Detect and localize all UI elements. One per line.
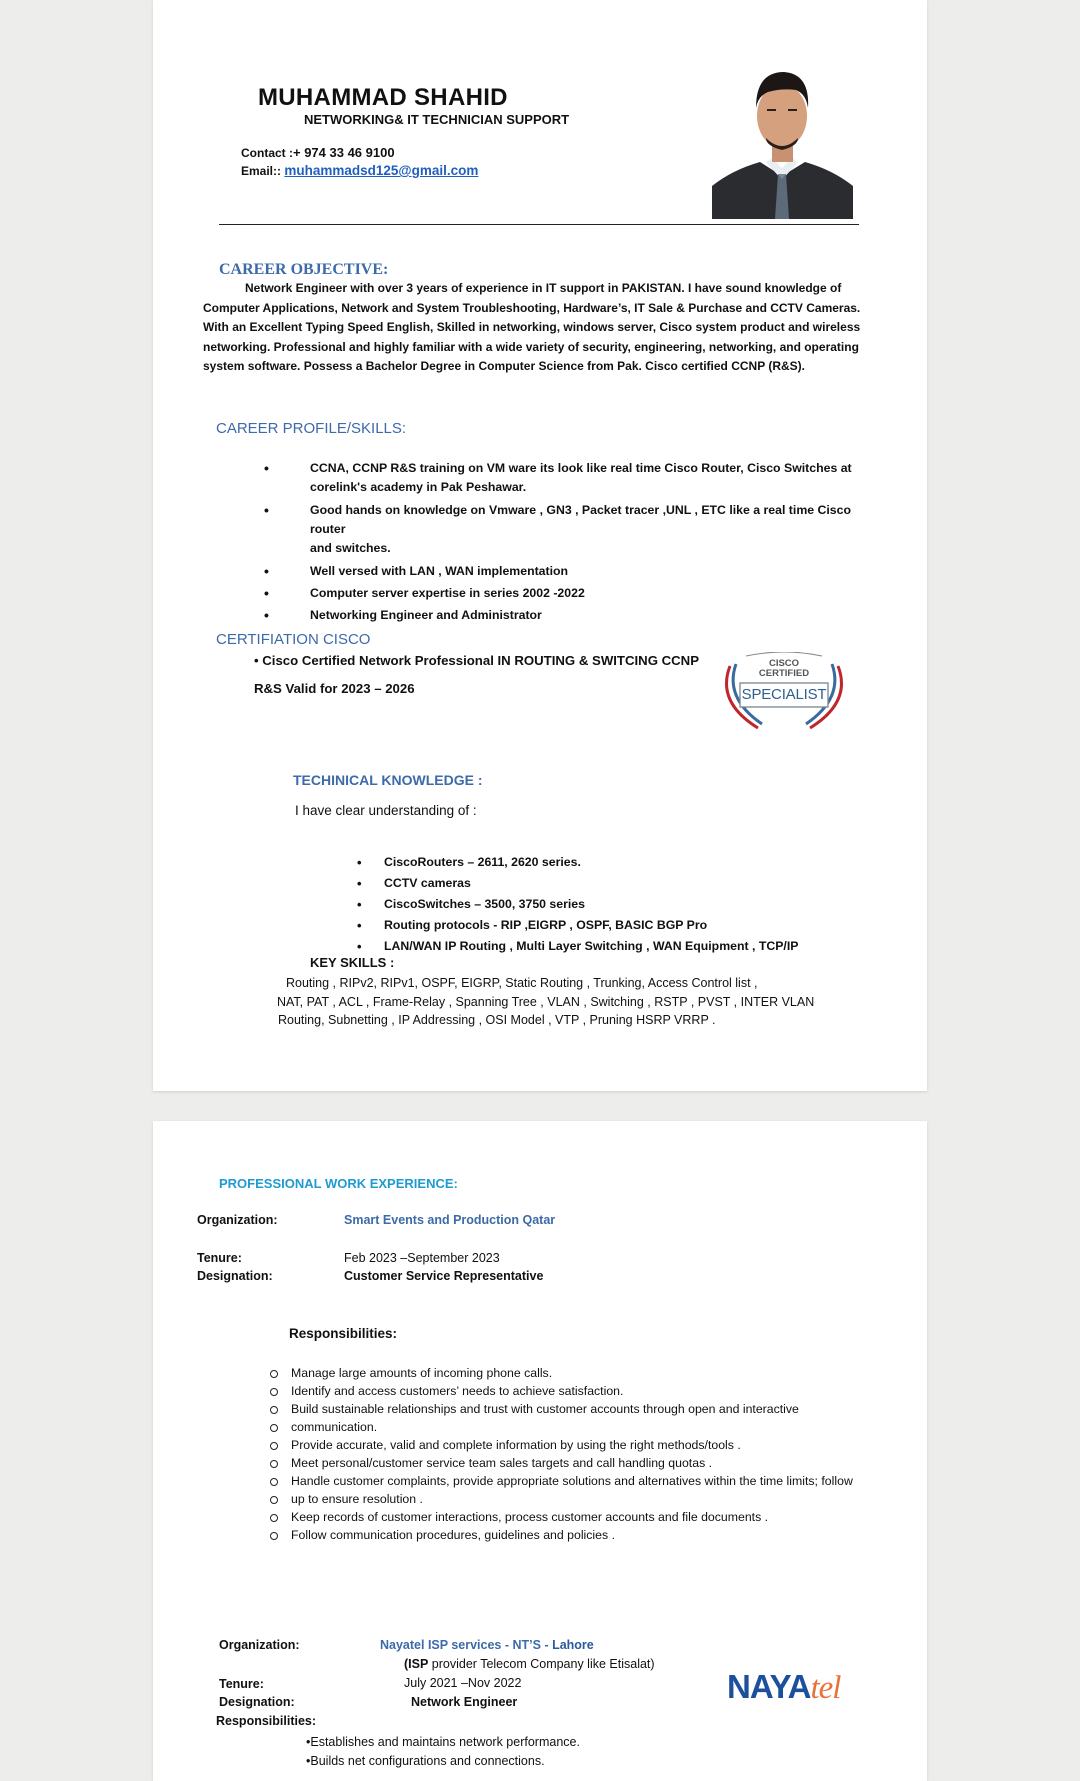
certification-heading: CERTIFIATION CISCO: [216, 631, 371, 648]
designation-label: Designation:: [219, 1695, 295, 1709]
header-divider: [219, 224, 859, 225]
list-item: • Routing protocols - RIP ,EIGRP , OSPF, BASIC BGP Pro: [384, 915, 798, 936]
profile-photo: [712, 58, 853, 219]
key-skills-heading: KEY SKILLS :: [310, 955, 395, 970]
list-item: up to ensure resolution .: [291, 1490, 853, 1508]
objective-line: system software. Possess a Bachelor Degree in Computer Science from Pak. Cisco certified CCNP (R&S).: [203, 359, 805, 373]
list-item: • Good hands on knowledge on Vmware , GN3 , Packet tracer ,UNL , ETC like a real time Cisco router and switches.: [264, 502, 851, 555]
bullet-circle-icon: [270, 1406, 278, 1414]
responsibilities-list: [291, 1364, 853, 1544]
list-item: Handle customer complaints, provide appropriate solutions and alternatives within the time limits; follow: [291, 1472, 853, 1490]
list-item: Manage large amounts of incoming phone calls.: [291, 1364, 853, 1382]
bullet-icon: •: [264, 607, 269, 623]
org-note: (ISP provider Telecom Company like Etisalat): [404, 1657, 655, 1671]
bullet-circle-icon: [270, 1442, 278, 1450]
tenure-label: Tenure:: [197, 1251, 242, 1265]
list-item: • Well versed with LAN , WAN implementation: [264, 563, 569, 579]
certification-line-1: • Cisco Certified Network Professional IN ROUTING & SWITCING CCNP: [254, 653, 699, 668]
list-item: Meet personal/customer service team sales targets and call handling quotas .: [291, 1454, 853, 1472]
objective-line: networking. Professional and highly familiar with a wide variety of security, engineering, networking, and operating: [203, 339, 859, 354]
career-objective-heading: CAREER OBJECTIVE:: [219, 261, 389, 278]
tenure-value: Feb 2023 –September 2023: [344, 1251, 500, 1265]
list-item: • LAN/WAN IP Routing , Multi Layer Switching , WAN Equipment , TCP/IP: [384, 936, 798, 957]
bullet-icon: •: [357, 918, 362, 933]
nayatel-logo: NAYAtel: [727, 1668, 841, 1706]
email-line: [241, 163, 478, 178]
contact-value: + 974 33 46 9100: [293, 145, 395, 160]
list-item: • CiscoSwitches – 3500, 3750 series: [384, 894, 798, 915]
bullet-circle-icon: [270, 1478, 278, 1486]
list-item: Provide accurate, valid and complete information by using the right methods/tools .: [291, 1436, 853, 1454]
tenure-label: Tenure:: [219, 1677, 264, 1691]
list-item: • CCTV cameras: [384, 873, 798, 894]
bullet-icon: •: [357, 939, 362, 954]
technical-list: [357, 852, 799, 957]
bullet-icon: •: [357, 855, 362, 870]
skills-list: [264, 459, 884, 625]
objective-line: Computer Applications, Network and System Troubleshooting, Hardware’s, IT Sale & Purchase and CCTV Cameras.: [203, 300, 861, 315]
bullet-icon: •: [357, 876, 362, 891]
bullet-icon: •: [264, 585, 269, 601]
designation-label: Designation:: [197, 1269, 273, 1283]
bullet-circle-icon: [270, 1370, 278, 1378]
org-value: Nayatel ISP services - NT’S - Lahore: [380, 1638, 594, 1652]
cisco-badge: [720, 652, 848, 732]
email-label: Email::: [241, 164, 282, 178]
candidate-title: NETWORKING& IT TECHNICIAN SUPPORT: [304, 112, 570, 127]
org-label: Organization:: [219, 1638, 300, 1652]
bullet-icon: •: [264, 563, 269, 579]
designation-value: Customer Service Representative: [344, 1269, 544, 1283]
technical-heading: TECHINICAL KNOWLEDGE :: [293, 772, 483, 788]
resume-page-1: [153, 0, 927, 1091]
responsibilities-text: •Establishes and maintains network performance. •Builds net configurations and connections.: [306, 1735, 580, 1768]
candidate-name: MUHAMMAD SHAHID: [258, 84, 508, 111]
bullet-circle-icon: [270, 1532, 278, 1540]
badge-main-text: SPECIALIST: [741, 686, 827, 703]
list-item: • CiscoRouters – 2611, 2620 series.: [384, 852, 798, 873]
tenure-value: July 2021 –Nov 2022: [404, 1676, 522, 1690]
bullet-circle-icon: [270, 1496, 278, 1504]
list-item: • Computer server expertise in series 2002 -2022: [264, 585, 585, 601]
badge-top-text: CISCO CERTIFIED: [758, 658, 810, 679]
technical-intro: I have clear understanding of :: [295, 803, 477, 818]
org-label: Organization:: [197, 1213, 278, 1227]
list-item: • Networking Engineer and Administrator: [264, 607, 542, 623]
career-skills-heading: CAREER PROFILE/SKILLS:: [216, 420, 407, 437]
list-item: Keep records of customer interactions, process customer accounts and file documents .: [291, 1508, 853, 1526]
objective-line: With an Excellent Typing Speed English, Skilled in networking, windows server, Cisco system product and wireless: [203, 320, 861, 334]
objective-line: Network Engineer with over 3 years of experience in IT support in PAKISTAN. I have sound knowledge of: [245, 281, 842, 295]
bullet-icon: •: [264, 502, 269, 518]
bullet-circle-icon: [270, 1460, 278, 1468]
resume-page-2: [153, 1121, 927, 1781]
list-item: communication.: [291, 1418, 853, 1436]
bullet-circle-icon: [270, 1514, 278, 1522]
contact-line: [241, 145, 395, 160]
designation-value: Network Engineer: [411, 1695, 518, 1709]
bullet-circle-icon: [270, 1388, 278, 1396]
key-skills-text: Routing , RIPv2, RIPv1, OSPF, EIGRP, Static Routing , Trunking, Access Control list , NAT, PAT , ACL , Frame-Relay , Spanning Tree , VLAN , Switching , RSTP , PVST , INTER VLAN Routing, Subnetting , IP Addressing , OSI Model , VTP , Pruning HSRP VRRP .: [277, 976, 815, 1027]
list-item: Follow communication procedures, guidelines and policies .: [291, 1526, 853, 1544]
certification-line-2: R&S Valid for 2023 – 2026: [254, 681, 415, 696]
bullet-icon: •: [357, 897, 362, 912]
list-item: • CCNA, CCNP R&S training on VM ware its look like real time Cisco Router, Cisco Switches at corelink's academy in Pak Peshawar.: [264, 460, 852, 494]
contact-label: Contact :: [241, 146, 293, 160]
list-item: Build sustainable relationships and trust with customer accounts through open and interactive: [291, 1400, 853, 1418]
email-link[interactable]: muhammadsd125@gmail.com: [284, 163, 479, 178]
career-objective-text: [203, 279, 885, 377]
bullet-circle-icon: [270, 1424, 278, 1432]
responsibilities-label: Responsibilities:: [216, 1714, 317, 1728]
responsibilities-heading: Responsibilities:: [289, 1326, 398, 1341]
experience-heading: PROFESSIONAL WORK EXPERIENCE:: [219, 1176, 458, 1191]
bullet-icon: •: [264, 460, 269, 476]
org-value: Smart Events and Production Qatar: [344, 1213, 556, 1227]
list-item: Identify and access customers’ needs to achieve satisfaction.: [291, 1382, 853, 1400]
